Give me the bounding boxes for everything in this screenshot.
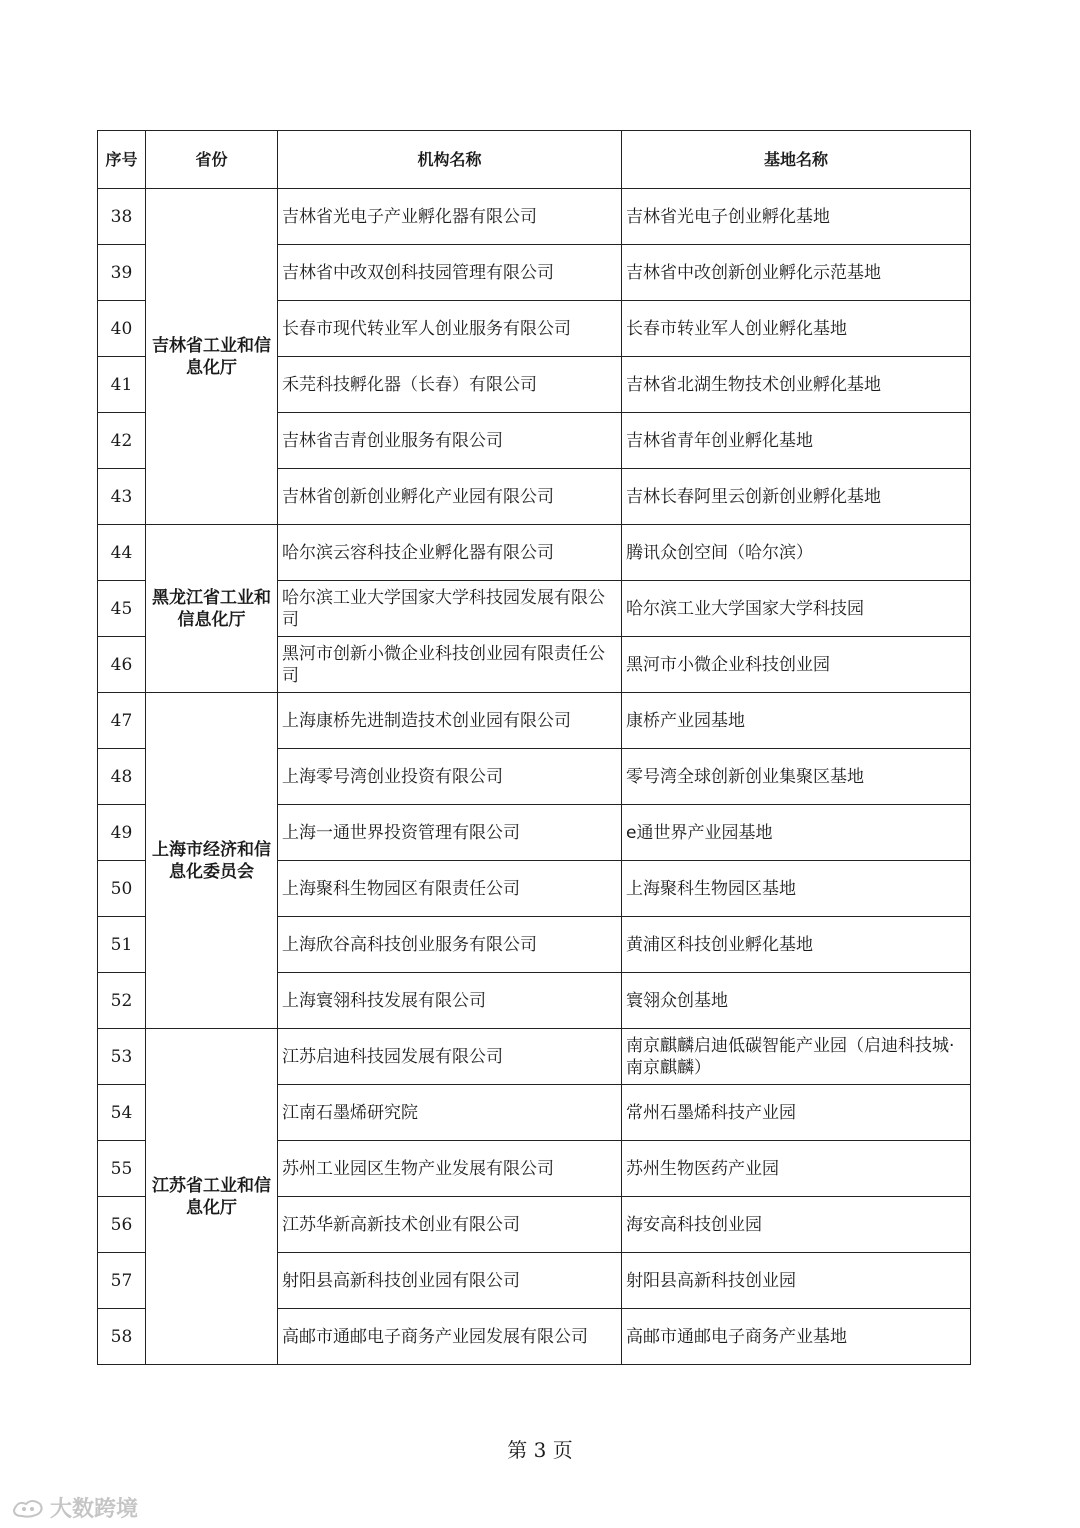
base-name-cell: 吉林长春阿里云创新创业孵化基地 — [622, 469, 971, 525]
base-name-cell: 上海聚科生物园区基地 — [622, 861, 971, 917]
org-name-cell: 禾芫科技孵化器（长春）有限公司 — [278, 357, 622, 413]
org-name-cell: 苏州工业园区生物产业发展有限公司 — [278, 1141, 622, 1197]
base-name-cell: 寰翎众创基地 — [622, 973, 971, 1029]
row-number: 42 — [98, 413, 146, 469]
row-number: 52 — [98, 973, 146, 1029]
org-name-cell: 高邮市通邮电子商务产业园发展有限公司 — [278, 1309, 622, 1365]
province-cell: 黑龙江省工业和信息化厅 — [146, 525, 278, 693]
base-name-cell: 射阳县高新科技创业园 — [622, 1253, 971, 1309]
row-number: 57 — [98, 1253, 146, 1309]
org-name-cell: 江苏华新高新技术创业有限公司 — [278, 1197, 622, 1253]
row-number: 45 — [98, 581, 146, 637]
watermark — [12, 1492, 138, 1523]
table-row — [98, 189, 971, 245]
base-name-cell: 长春市转业军人创业孵化基地 — [622, 301, 971, 357]
table-header-row — [98, 131, 971, 189]
org-name-cell: 上海欣谷高科技创业服务有限公司 — [278, 917, 622, 973]
table-row — [98, 1029, 971, 1085]
row-number: 46 — [98, 637, 146, 693]
org-name-cell: 哈尔滨工业大学国家大学科技园发展有限公司 — [278, 581, 622, 637]
header-base: 基地名称 — [622, 131, 971, 189]
row-number: 39 — [98, 245, 146, 301]
base-name-cell: 吉林省青年创业孵化基地 — [622, 413, 971, 469]
org-name-cell: 上海一通世界投资管理有限公司 — [278, 805, 622, 861]
row-number: 38 — [98, 189, 146, 245]
row-number: 41 — [98, 357, 146, 413]
row-number: 44 — [98, 525, 146, 581]
province-cell: 吉林省工业和信息化厅 — [146, 189, 278, 525]
row-number: 48 — [98, 749, 146, 805]
org-name-cell: 射阳县高新科技创业园有限公司 — [278, 1253, 622, 1309]
base-name-cell: 康桥产业园基地 — [622, 693, 971, 749]
org-name-cell: 江苏启迪科技园发展有限公司 — [278, 1029, 622, 1085]
base-name-cell: 零号湾全球创新创业集聚区基地 — [622, 749, 971, 805]
row-number: 49 — [98, 805, 146, 861]
watermark-logo-icon — [12, 1496, 44, 1520]
base-name-cell: 吉林省中改创新创业孵化示范基地 — [622, 245, 971, 301]
row-number: 53 — [98, 1029, 146, 1085]
base-name-cell: 常州石墨烯科技产业园 — [622, 1085, 971, 1141]
base-name-cell: 吉林省北湖生物技术创业孵化基地 — [622, 357, 971, 413]
org-name-cell: 吉林省光电子产业孵化器有限公司 — [278, 189, 622, 245]
org-name-cell: 吉林省中改双创科技园管理有限公司 — [278, 245, 622, 301]
row-number: 51 — [98, 917, 146, 973]
org-name-cell: 上海康桥先进制造技术创业园有限公司 — [278, 693, 622, 749]
header-province: 省份 — [146, 131, 278, 189]
base-name-cell: 南京麒麟启迪低碳智能产业园（启迪科技城·南京麒麟） — [622, 1029, 971, 1085]
table-row — [98, 693, 971, 749]
org-name-cell: 吉林省吉青创业服务有限公司 — [278, 413, 622, 469]
base-name-cell: 高邮市通邮电子商务产业基地 — [622, 1309, 971, 1365]
row-number: 58 — [98, 1309, 146, 1365]
row-number: 55 — [98, 1141, 146, 1197]
row-number: 54 — [98, 1085, 146, 1141]
org-name-cell: 黑河市创新小微企业科技创业园有限责任公司 — [278, 637, 622, 693]
org-name-cell: 哈尔滨云容科技企业孵化器有限公司 — [278, 525, 622, 581]
row-number: 40 — [98, 301, 146, 357]
org-name-cell: 江南石墨烯研究院 — [278, 1085, 622, 1141]
base-name-cell: 苏州生物医药产业园 — [622, 1141, 971, 1197]
province-cell: 江苏省工业和信息化厅 — [146, 1029, 278, 1365]
base-name-cell: 海安高科技创业园 — [622, 1197, 971, 1253]
row-number: 43 — [98, 469, 146, 525]
base-name-cell: 吉林省光电子创业孵化基地 — [622, 189, 971, 245]
org-name-cell: 吉林省创新创业孵化产业园有限公司 — [278, 469, 622, 525]
header-index: 序号 — [98, 131, 146, 189]
incubator-base-table — [97, 130, 971, 1365]
page-number: 第 3 页 — [507, 1438, 573, 1462]
org-name-cell: 上海聚科生物园区有限责任公司 — [278, 861, 622, 917]
province-cell: 上海市经济和信息化委员会 — [146, 693, 278, 1029]
base-name-cell: e通世界产业园基地 — [622, 805, 971, 861]
row-number: 56 — [98, 1197, 146, 1253]
row-number: 50 — [98, 861, 146, 917]
base-name-cell: 黑河市小微企业科技创业园 — [622, 637, 971, 693]
header-org: 机构名称 — [278, 131, 622, 189]
row-number: 47 — [98, 693, 146, 749]
org-name-cell: 上海寰翎科技发展有限公司 — [278, 973, 622, 1029]
org-name-cell: 上海零号湾创业投资有限公司 — [278, 749, 622, 805]
watermark-text: 大数跨境 — [50, 1497, 139, 1522]
table-row — [98, 525, 971, 581]
base-name-cell: 腾讯众创空间（哈尔滨） — [622, 525, 971, 581]
org-name-cell: 长春市现代转业军人创业服务有限公司 — [278, 301, 622, 357]
base-name-cell: 黄浦区科技创业孵化基地 — [622, 917, 971, 973]
base-name-cell: 哈尔滨工业大学国家大学科技园 — [622, 581, 971, 637]
